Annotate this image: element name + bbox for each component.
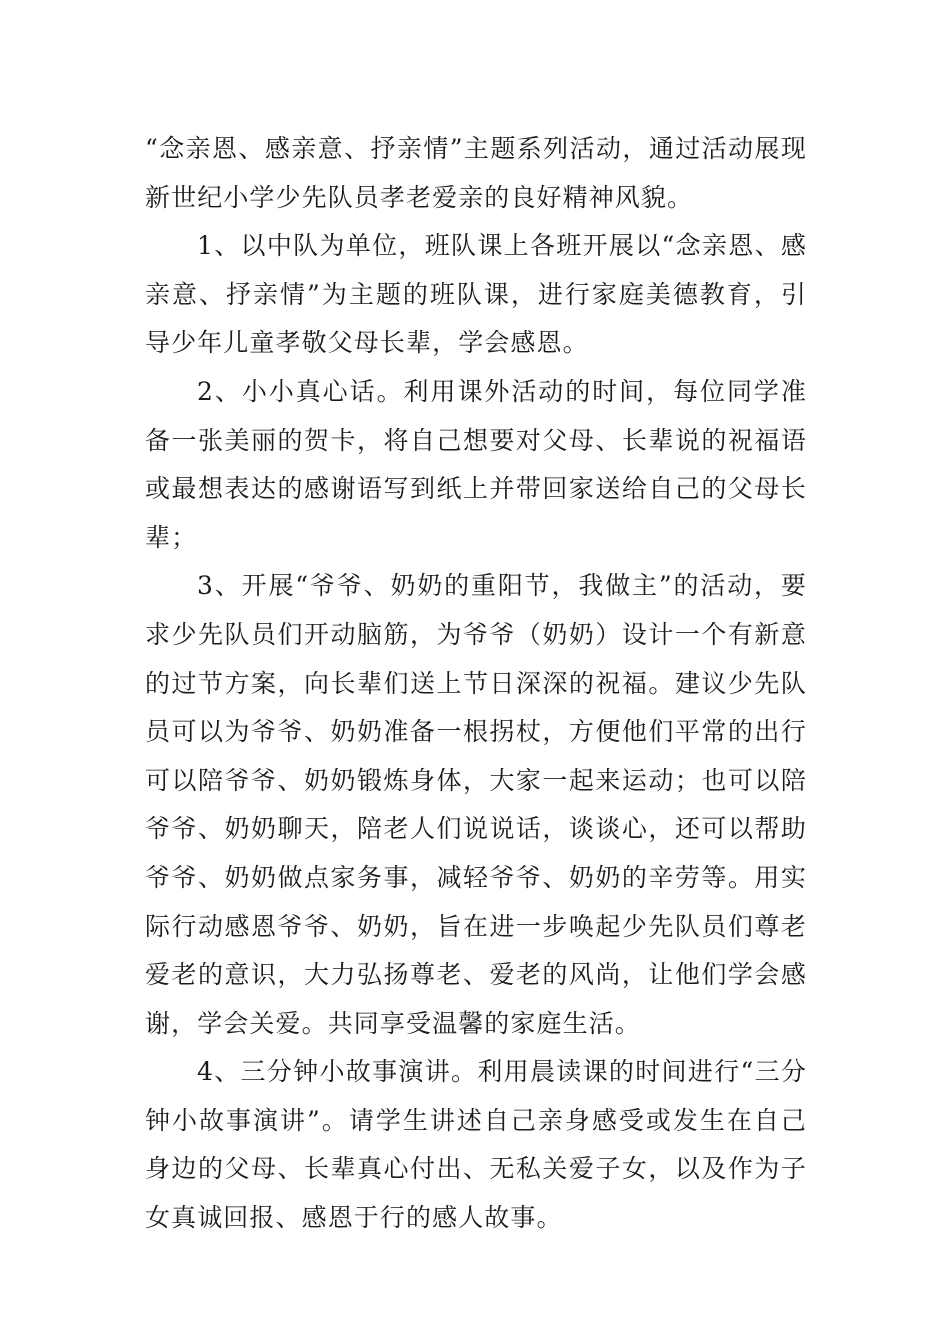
paragraph-item-1: 1、以中队为单位，班队课上各班开展以“念亲恩、感亲意、抒亲情”为主题的班队课，进行家庭美德教育，引导少年儿童孝敬父母长辈，学会感恩。 <box>145 231 807 358</box>
paragraph-item-3: 3、开展“爷爷、奶奶的重阳节，我做主”的活动，要求少先队员们开动脑筋，为爷爷（奶奶）设计一个有新意的过节方案，向长辈们送上节日深深的祝福。建议少先队员可以为爷爷、奶奶准备一根拐杖，方便他们平常的出行可以陪爷爷、奶奶锻炼身体，大家一起来运动；也可以陪爷爷、奶奶聊天，陪老人们说说话，谈谈心，还可以帮助爷爷、奶奶做点家务事，减轻爷爷、奶奶的辛劳等。用实际行动感恩爷爷、奶奶，旨在进一步唤起少先队员们尊老爱老的意识，大力弘扬尊老、爱老的风尚，让他们学会感谢，学会关爱。共同享受温馨的家庭生活。 <box>145 571 807 1038</box>
paragraph-item-2: 2、小小真心话。利用课外活动的时间，每位同学准备一张美丽的贺卡，将自己想要对父母、长辈说的祝福语或最想表达的感谢语写到纸上并带回家送给自己的父母长辈； <box>145 376 807 552</box>
paragraph-item-4: 4、三分钟小故事演讲。利用晨读课的时间进行“三分钟小故事演讲”。请学生讲述自己亲身感受或发生在自己身边的父母、长辈真心付出、无私关爱子女，以及作为子女真诚回报、感恩于行的感人故事。 <box>145 1057 807 1233</box>
document-body <box>145 125 807 1243</box>
paragraph-intro: “念亲恩、感亲意、抒亲情”主题系列活动，通过活动展现新世纪小学少先队员孝老爱亲的良好精神风貌。 <box>145 134 807 212</box>
